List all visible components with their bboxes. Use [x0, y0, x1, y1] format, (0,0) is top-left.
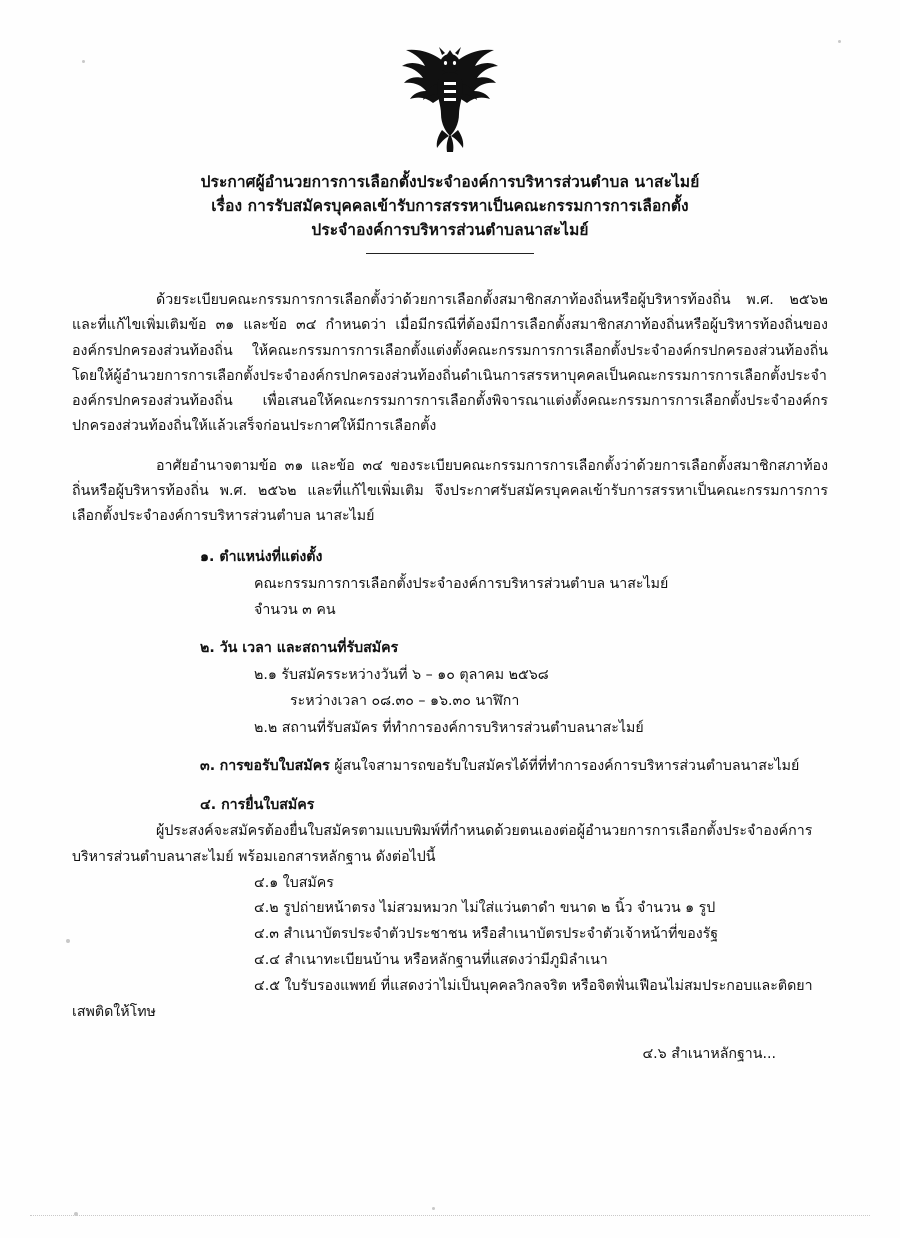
section-4-sub-5: ๔.๕ ใบรับรองแพทย์ ที่แสดงว่าไม่เป็นบุคคลวิกลจริต หรือจิตฟั่นเฟือนไม่สมประกอบและติดยา	[254, 977, 813, 994]
section-4-sub-1: ๔.๑ ใบสมัคร	[254, 874, 334, 891]
footer-continuation: ๔.๖ สำเนาหลักฐาน...	[642, 1045, 776, 1062]
section-3-heading	[200, 753, 828, 780]
section-item-3	[72, 753, 828, 780]
section-4-sub-4: ๔.๔ สำเนาทะเบียนบ้าน หรือหลักฐานที่แสดงว่ามีภูมิลำเนา	[254, 952, 608, 969]
section-4-body: ผู้ประสงค์จะสมัครต้องยื่นใบสมัครตามแบบพิมพ์ที่กำหนดด้วยตนเองต่อผู้อำนวยการการเลือกตั้งประจำองค์การบริหารส่วนตำบลนาสะไมย์ พร้อมเอกสารหลักฐาน ดังต่อไปนี้	[72, 822, 813, 865]
section-item-2	[72, 635, 828, 741]
title-line-2: เรื่อง การรับสมัครบุคคลเข้ารับการสรรหาเป็นคณะกรรมการการเลือกตั้ง	[211, 197, 689, 216]
section-1-heading	[200, 544, 828, 571]
title-line-1: ประกาศผู้อำนวยการการเลือกตั้งประจำองค์การบริหารส่วนตำบล นาสะไมย์	[200, 173, 700, 191]
section-item-1	[72, 544, 828, 624]
section-1-number: ๑.	[200, 548, 215, 565]
emblem-container	[72, 0, 828, 154]
section-1-line-1: คณะกรรมการการเลือกตั้งประจำองค์การบริหารส่วนตำบล นาสะไมย์	[254, 575, 669, 592]
scan-edge-line	[30, 1215, 870, 1216]
title-line-3: ประจำองค์การบริหารส่วนตำบลนาสะไมย์	[311, 221, 589, 240]
section-item-4	[72, 792, 828, 1026]
thai-garuda-emblem	[392, 42, 508, 154]
document-body	[72, 288, 828, 1067]
section-4-sub-2: ๔.๒ รูปถ่ายหน้าตรง ไม่สวมหมวก ไม่ใส่แว่นตาดำ ขนาด ๒ นิ้ว จำนวน ๑ รูป	[254, 900, 716, 917]
section-2-line-3: ๒.๒ สถานที่รับสมัคร ที่ทำการองค์การบริหารส่วนตำบลนาสะไมย์	[254, 719, 644, 736]
scan-speck	[82, 60, 85, 63]
section-2-line-2: ระหว่างเวลา ๐๘.๓๐ – ๑๖.๓๐ นาฬิกา	[290, 693, 520, 710]
document-title	[72, 170, 828, 254]
paragraph-authority: อาศัยอำนาจตามข้อ ๓๑ และข้อ ๓๔ ของระเบียบคณะกรรมการการเลือกตั้งว่าด้วยการเลือกตั้งสมาชิกสภาท้องถิ่นหรือผู้บริหารท้องถิ่น พ.ศ. ๒๕๖๒ และที่แก้ไขเพิ่มเติม จึงประกาศรับสมัครบุคคลเข้ารับการสรรหาเป็นคณะกรรมการการเลือกตั้งประจำองค์การบริหารส่วนตำบล นาสะไมย์	[72, 457, 828, 525]
section-4-sub-3: ๔.๓ สำเนาบัตรประจำตัวประชาชน หรือสำเนาบัตรประจำตัวเจ้าหน้าที่ของรัฐ	[254, 926, 719, 943]
section-4-title: การยื่นใบสมัคร	[221, 796, 315, 813]
title-divider	[366, 253, 534, 254]
section-1-line-2: จำนวน ๓ คน	[254, 601, 336, 618]
section-1-title: ตำแหน่งที่แต่งตั้ง	[219, 548, 323, 565]
section-2-heading	[200, 635, 828, 662]
section-2-number: ๒.	[200, 640, 215, 657]
scan-speck	[838, 40, 841, 43]
section-4-heading	[200, 792, 828, 819]
section-3-number: ๓.	[200, 757, 216, 774]
section-2-title: วัน เวลา และสถานที่รับสมัคร	[219, 640, 399, 657]
section-3-text: ผู้สนใจสามารถขอรับใบสมัครได้ที่ที่ทำการองค์การบริหารส่วนตำบลนาสะไมย์	[334, 757, 800, 774]
section-4-number: ๔.	[200, 796, 217, 813]
scan-speck	[432, 1207, 435, 1210]
section-2-line-1: ๒.๑ รับสมัครระหว่างวันที่ ๖ – ๑๐ ตุลาคม ๒๕๖๘	[254, 667, 549, 684]
section-4-sub-5-overflow: เสพติดให้โทษ	[72, 1003, 156, 1020]
scan-speck	[66, 939, 70, 943]
section-3-title: การขอรับใบสมัคร	[219, 757, 330, 774]
paragraph-preamble: ด้วยระเบียบคณะกรรมการการเลือกตั้งว่าด้วยการเลือกตั้งสมาชิกสภาท้องถิ่นหรือผู้บริหารท้องถิ่น พ.ศ. ๒๕๖๒ และที่แก้ไขเพิ่มเติมข้อ ๓๑ และข้อ ๓๔ กำหนดว่า เมื่อมีกรณีที่ต้องมีการเลือกตั้งสมาชิกสภาท้องถิ่นหรือผู้บริหารท้องถิ่นขององค์กรปกครองส่วนท้องถิ่น ให้คณะกรรมการการเลือกตั้งแต่งตั้งคณะกรรมการการเลือกตั้งประจำองค์กรปกครองส่วนท้องถิ่น โดยให้ผู้อำนวยการการเลือกตั้งประจำองค์กรปกครองส่วนท้องถิ่นดำเนินการสรรหาบุคคลเป็นคณะกรรมการการเลือกตั้งประจำองค์กรปกครองส่วนท้องถิ่น เพื่อเสนอให้คณะกรรมการการเลือกตั้งพิจารณาแต่งตั้งคณะกรรมการการเลือกตั้งประจำองค์กรปกครองส่วนท้องถิ่นให้แล้วเสร็จก่อนประกาศให้มีการเลือกตั้ง	[72, 292, 828, 435]
